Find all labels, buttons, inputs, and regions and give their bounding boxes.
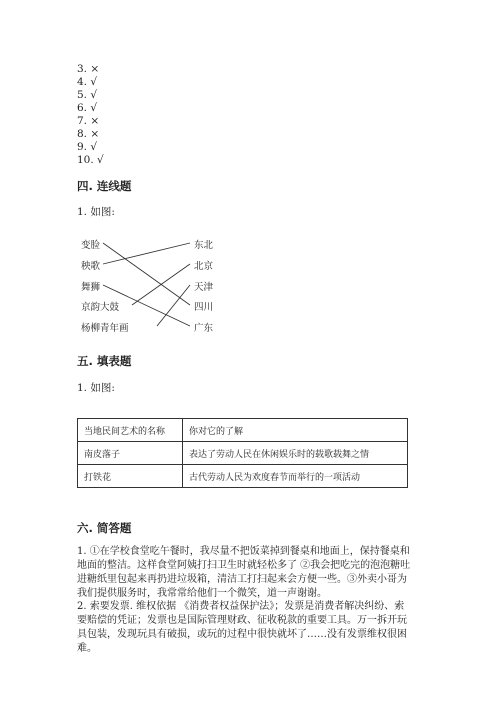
fill-table: [77, 418, 408, 488]
table-cell: 表达了劳动人民在休闲娱乐时的载歌载舞之情: [183, 442, 408, 465]
answer-item: 7. ×: [77, 115, 100, 127]
table-cell: 古代劳动人民为欢度春节而举行的一项活动: [183, 465, 408, 488]
match-left-item: 秧歌: [81, 261, 101, 272]
section-4-title: 四. 连线题: [77, 179, 132, 193]
table-row: [78, 465, 408, 488]
table-row: [78, 442, 408, 465]
match-left-item: 舞狮: [81, 282, 101, 293]
match-right-item: 广东: [194, 323, 214, 334]
section-4-subtitle: 1. 如图:: [77, 206, 115, 218]
table-cell: 打铁花: [78, 465, 183, 488]
answer-item: 9. √: [77, 141, 98, 153]
match-right-item: 北京: [194, 261, 214, 272]
answer-item: 4. √: [77, 76, 98, 88]
match-line: [103, 243, 190, 264]
section-6-title: 六. 简答题: [77, 521, 132, 535]
match-line: [103, 243, 190, 305]
section-5-title: 五. 填表题: [77, 354, 132, 368]
match-right-item: 天津: [194, 282, 214, 293]
match-right-item: 东北: [194, 240, 214, 251]
match-left-item: 变脸: [81, 240, 101, 251]
match-line: [157, 285, 190, 326]
answer-item: 8. ×: [77, 128, 100, 140]
table-header-cell: 你对它的了解: [183, 419, 408, 442]
answer-item: 3. ×: [77, 63, 100, 75]
answer-paragraph-1: 1. ①在学校食堂吃午餐时，我尽量不把饭菜掉到餐桌和地面上，保持餐桌和地面的整洁。这样食堂阿姨打扫卫生时就轻松多了 ②我会把吃完的泡泡糖吐进糖纸里包起来再扔进垃圾箱，清洁工打扫起来会方便一些。③外卖小哥为我们提供服务时，我常常给他们一个微笑，道一声谢谢。: [77, 546, 411, 599]
answer-item: 5. √: [77, 89, 98, 101]
answer-item: 10. √: [77, 154, 104, 166]
match-right-item: 四川: [194, 302, 214, 313]
match-left-item: 杨柳青年画: [81, 323, 129, 334]
table-cell: 南皮落子: [78, 442, 183, 465]
section-5-subtitle: 1. 如图:: [77, 382, 115, 394]
table-header-cell: 当地民间艺术的名称: [78, 419, 183, 442]
answer-item: 6. √: [77, 102, 98, 114]
table-header-row: [78, 419, 408, 442]
answer-paragraph-2: 2. 索要发票. 维权依据 《消费者权益保护法》；发票是消费者解决纠纷、索要赔偿的凭证；发票也是国际管理财政、征收税款的重要工具。万一拆开玩具包装，发现玩具有破损，或玩的过程中很快就坏了……没有发票维权很困难。: [77, 601, 407, 654]
match-left-item: 京韵大鼓: [81, 302, 120, 313]
